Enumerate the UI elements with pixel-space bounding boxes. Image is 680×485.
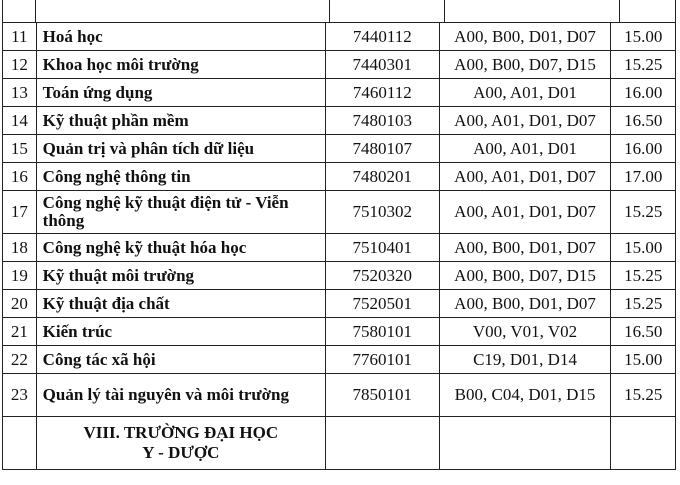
table-row [3,318,676,346]
major-code: 7850101 [325,374,439,417]
cutoff-score: 16.50 [611,107,676,135]
major-code: 7480103 [325,107,439,135]
row-number: 17 [3,191,37,234]
row-number: 14 [3,107,37,135]
major-name: Khoa học môi trường [36,51,325,79]
row-number: 22 [3,346,37,374]
major-name: Kiến trúc [36,318,325,346]
row-number: 19 [3,262,37,290]
table-row [3,234,676,262]
cutoff-score: 15.25 [611,51,676,79]
major-name: Công nghệ kỹ thuật hóa học [36,234,325,262]
cutoff-score: 15.25 [611,262,676,290]
cutoff-score: 15.25 [611,290,676,318]
section-title-line1: VIII. TRƯỜNG ĐẠI HỌC [83,423,279,442]
major-code: 7510401 [325,234,439,262]
subject-combination: A00, A01, D01, D07 [439,191,611,234]
subject-combination: A00, B00, D07, D15 [439,51,611,79]
subject-combination: B00, C04, D01, D15 [439,374,611,417]
table-row [3,135,676,163]
subject-combination: A00, A01, D01 [439,79,611,107]
subject-combination [439,417,611,470]
table-row [3,107,676,135]
row-number: 21 [3,318,37,346]
subject-combination: A00, B00, D01, D07 [439,23,611,51]
table-row [3,79,676,107]
admission-score-table [2,22,676,470]
major-name: Kỹ thuật địa chất [36,290,325,318]
table-row [3,346,676,374]
table-body [3,23,676,470]
table-row [3,23,676,51]
cutoff-score [611,417,676,470]
major-code: 7510302 [325,191,439,234]
major-name: Công nghệ kỹ thuật điện tử - Viễn thông [36,191,325,234]
major-code: 7460112 [325,79,439,107]
row-number: 11 [3,23,37,51]
row-number: 18 [3,234,37,262]
major-code: 7480201 [325,163,439,191]
table-row [3,51,676,79]
table-row [3,163,676,191]
cutoff-score: 15.00 [611,346,676,374]
row-number: 23 [3,374,37,417]
major-name: Kỹ thuật môi trường [36,262,325,290]
table-row [3,290,676,318]
table-row [3,262,676,290]
row-number: 15 [3,135,37,163]
major-name: Quản trị và phân tích dữ liệu [36,135,325,163]
major-name: Hoá học [36,23,325,51]
cutoff-score: 16.00 [611,135,676,163]
row-number: 16 [3,163,37,191]
section-title-line2: Y - DƯỢC [142,443,220,462]
section-header-row [3,417,676,470]
subject-combination: C19, D01, D14 [439,346,611,374]
major-code: 7520320 [325,262,439,290]
cutoff-score: 17.00 [611,163,676,191]
row-number [3,417,37,470]
section-title [36,417,325,470]
table-row [3,374,676,417]
major-code: 7520501 [325,290,439,318]
major-name: Toán ứng dụng [36,79,325,107]
subject-combination: A00, A01, D01, D07 [439,163,611,191]
major-code: 7580101 [325,318,439,346]
major-code: 7440301 [325,51,439,79]
cutoff-score: 15.00 [611,23,676,51]
table-top-edge [2,0,676,22]
cutoff-score: 16.50 [611,318,676,346]
cutoff-score: 15.25 [611,374,676,417]
row-number: 12 [3,51,37,79]
major-name: Công tác xã hội [36,346,325,374]
cutoff-score: 16.00 [611,79,676,107]
row-number: 20 [3,290,37,318]
major-code: 7480107 [325,135,439,163]
subject-combination: V00, V01, V02 [439,318,611,346]
table-row [3,191,676,234]
subject-combination: A00, A01, D01 [439,135,611,163]
row-number: 13 [3,79,37,107]
major-name: Công nghệ thông tin [36,163,325,191]
major-name: Kỹ thuật phần mềm [36,107,325,135]
subject-combination: A00, A01, D01, D07 [439,107,611,135]
subject-combination: A00, B00, D01, D07 [439,234,611,262]
cutoff-score: 15.00 [611,234,676,262]
major-name: Quản lý tài nguyên và môi trường [36,374,325,417]
major-code [325,417,439,470]
major-code: 7440112 [325,23,439,51]
subject-combination: A00, B00, D07, D15 [439,262,611,290]
subject-combination: A00, B00, D01, D07 [439,290,611,318]
major-code: 7760101 [325,346,439,374]
cutoff-score: 15.25 [611,191,676,234]
